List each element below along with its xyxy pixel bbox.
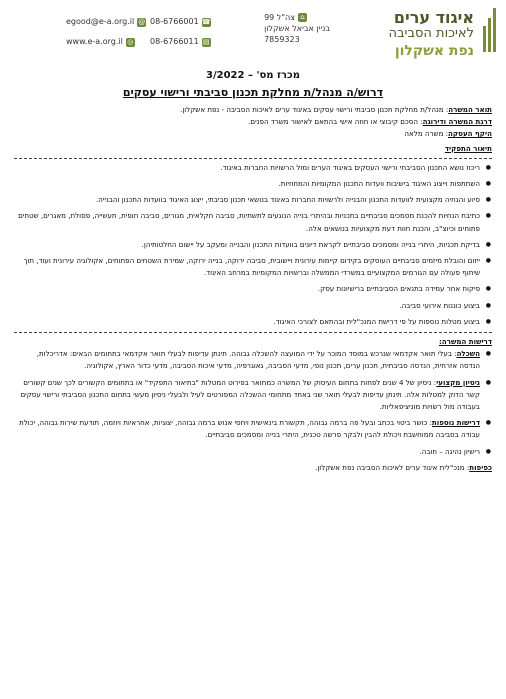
phone-block <box>150 12 211 52</box>
requirement-text: : כושר ביטוי בכתב ובעל פה ברמה גבוהה, תקשורת בינאישית ויחסי אנוש ברמה גבוהה, יצוגיות, אחראיות ויוזמה, תודעת שירות גבוהה, יכולת עבודה בסביבה ממוחשבת ויכולת להבין ולבקר פרשה טכנית, היתרי בנייה ומסמכים סביבתיים. <box>19 418 480 440</box>
organization-logo <box>348 4 496 60</box>
website-address[interactable]: www.e-a.org.il <box>66 37 123 46</box>
reports-label: כפיפות <box>469 462 492 472</box>
phone-icon: ☎ <box>201 17 211 26</box>
address-zip: 7859323 <box>264 35 300 44</box>
list-item <box>14 446 480 458</box>
list-item: ● סיוע והנחיה מקצועית לוועדות התכנון והבנייה ולרשויות החברות באיגוד בנושאי תכנון סביבתי, ייצוג האיגוד בוועדות התכנון והבנייה. <box>14 194 480 206</box>
globe-icon: ◎ <box>127 37 134 46</box>
job-title-label: תואר המשרה <box>448 105 492 114</box>
list-item: ● פיקוח אחר עמידה בתנאים הסביבתיים ברישיונות עסק. <box>14 283 480 295</box>
grade-line <box>14 116 492 128</box>
job-title-value: : מנהל/ת מחלקת תכנון סביבתי ורישוי עסקים באיגוד ערים לאיכות הסביבה - נפת אשקלון. <box>180 105 449 114</box>
grade-label: דרגת המשרה ודירוגה <box>422 117 492 127</box>
list-item: ● ריכוז נושא התכנון הסביבתי ורישוי העסקים באיגוד הערים ומול הרשויות החברות באיגוד. <box>14 162 480 174</box>
description-heading: תיאור התפקיד <box>444 143 492 153</box>
grade-value: : הסכם קיבוצי או חוזה אישי בהתאם לאישור משרד הפנים. <box>248 117 423 127</box>
list-item <box>14 348 480 372</box>
list-item: ● השתתפות וייצוג האיגוד בישיבות וועדות התכנון המקומיות והמחוזיות. <box>14 178 480 190</box>
requirement-text: : ניסיון של 4 שנים לפחות בתחום העיסוק של המשרה כמתואר בפירוט המטלות "בתיאור התפקיד" או בתחומים הקשורים לכך שנים קשורים קשר הדוק למטלות אלה. תינתן עדיפות לבעלי תואר שני באחד מתחומי ההשכלה המפורטים לעיל ולבעלי ניסיון מעשי בתחום התכנון הסביבתי ורישוי עסקים בעבודה מול רשויות מוניציפאליות. <box>20 377 480 412</box>
list-item <box>14 417 480 441</box>
scope-label: היקף העסקה <box>448 129 492 139</box>
logo-line-1: איגוד ערים <box>393 8 474 27</box>
requirement-text: רישיון נהיגה – חובה. <box>419 446 480 456</box>
list-item: ● ייזום והובלת מיזמים סביבתיים העוסקים בקידום קיימות עירונית ויישובית, סביבה ירוקה, בנייה ירוקה, שמירת השטחים הפתוחים, אקולוגיה עירונית ועוד, תוך שיתוף פעולה עם הגורמים המקצועיים במשרדי הממשלה וברשויות המקומיות במרחב האיגוד. <box>14 255 480 279</box>
requirements-heading: דרישות המשרה: <box>438 337 492 347</box>
address-building: בניין אביאל אשקלון <box>264 24 330 33</box>
address-street: צה"ל 99 <box>264 13 295 22</box>
email-address[interactable]: egood@e-a.org.il <box>66 17 135 26</box>
requirements-list <box>14 348 492 458</box>
list-item: ● כתיבת הנחיות להכנת מסמכים סביבתיים בתכניות ובהיתרי בנייה הנוגעים לתשתיות, סביבה חקלאית, מגורים, סביבה חופית, תעשייה, פסולת, מאגרים, שטחים פתוחים וכיוצ"ב, והכנת חוות דעת מקצועיות בנושאים אלה. <box>14 210 480 234</box>
list-item: ● בדיקת תכניות, היתרי בנייה ומסמכים סביבתיים לקראת דיונים בוועדות התכנון והבנייה ומעקב על יישום החלטותיהן. <box>14 239 480 251</box>
logo-building-icon <box>480 8 496 52</box>
description-list <box>14 162 492 328</box>
logo-line-3: נפת אשקלון <box>394 43 474 59</box>
letterhead <box>0 0 506 64</box>
home-icon: ⌂ <box>298 13 307 22</box>
email-icon: @ <box>138 17 146 26</box>
phone-number: 08-6766001 <box>150 17 199 26</box>
job-title-line <box>14 104 492 116</box>
requirement-text: : בעלי תואר אקדמאי שנרכש במוסד המוכר על ידי המועצה להשכלה גבוהה. תינתן עדיפות לבעלי תואר אקדמאי בתחומים הבאים: אדריכלות, הנדסה אזרחית, הנדסה סביבתית, תכנון ערים, תכנון נופי, מדעי הסביבה, גאוגרפיה, מדעי איכות הסביבה, מדעי כדור הארץ, אקולוגיה. <box>36 349 480 371</box>
tender-number: מכרז מס' – 3/2022 <box>206 70 300 81</box>
page-title: דרוש/ה מנהל/ת מחלקת תכנון סביבתי ורישוי עסקים <box>122 86 384 99</box>
scope-value: : משרה מלאה <box>404 129 449 139</box>
web-block <box>66 12 146 52</box>
section-divider <box>14 158 492 159</box>
list-item: ● ביצוע כוננות אירועי סביבה. <box>14 300 480 312</box>
fax-number: 08-6766011 <box>150 37 199 46</box>
document-body <box>14 104 492 474</box>
section-divider <box>14 332 492 333</box>
fax-icon: ▤ <box>202 37 210 46</box>
list-item <box>14 377 480 414</box>
requirement-label: דרישות נוספות <box>431 418 480 428</box>
reports-line <box>14 462 492 474</box>
requirement-label: ניסיון מקצועי <box>436 377 480 387</box>
logo-line-2: לאיכות הסביבה <box>388 26 474 41</box>
scope-line <box>14 128 492 140</box>
address-block <box>264 12 330 45</box>
reports-value: : מנכ"לית איגוד ערים לאיכות הסביבה נפת אשקלון. <box>315 462 470 472</box>
requirement-label: השכלה <box>456 349 480 359</box>
list-item: ● ביצוע מטלות נוספות על פי דרישת המנכ"לית ובהתאם לצורכי האיגוד. <box>14 316 480 328</box>
